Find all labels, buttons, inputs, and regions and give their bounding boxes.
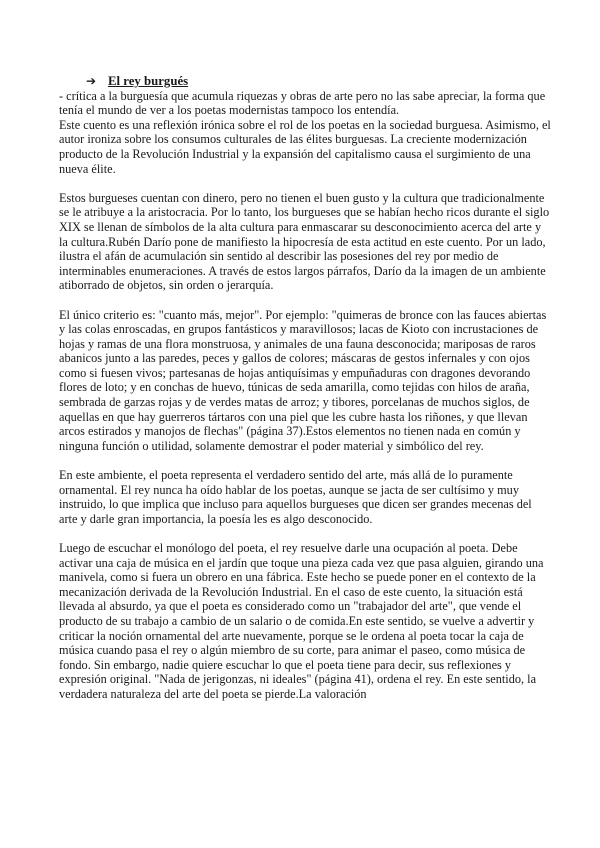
heading-title: El rey burgués — [108, 74, 189, 88]
section-heading — [86, 74, 553, 89]
paragraph-gap — [59, 526, 553, 541]
document-body — [59, 74, 553, 702]
paragraph-gap — [59, 293, 553, 308]
arrow-right-icon: ➔ — [86, 74, 97, 88]
paragraph-intro: Este cuento es una reflexión irónica sobre el rol de los poetas en la sociedad burguesa. Asimismo, el autor ironiza sobre los consumos culturales de las élites burguesas. La creciente modernización producto de la Revolución Industrial y la expansión del capitalismo causa el surgimiento de una nueva élite. — [59, 117, 551, 176]
paragraph-gap — [59, 176, 553, 191]
paragraph-monologo: Luego de escuchar el monólogo del poeta, el rey resuelve darle una ocupación al poeta. Debe activar una caja de música en el jardín que toque una pieza cada vez que pasa alguien, girando una manivela, como si fuera un obrero en una fábrica. Este hecho se puede poner en el contexto de la mecanización derivada de la Revolución Industrial. En el caso de este cuento, la situación está llevada al absurdo, ya que el poeta es considerado como un "trabajador del arte", que vende el producto de su trabajo a cambio de un salario o de comida.En este sentido, se vuelve a advertir y criticar la noción ornamental del arte nuevamente, porque se le ordena al poeta tocar la caja de música cuando pasa el rey o algún miembro de su corte, para animar el paseo, como música de fondo. Sin embargo, nadie quiere escuchar lo que el poeta tiene para decir, sus reflexiones y expresión original. "Nada de jerigonzas, ni ideales" (página 41), ordena el rey. En este sentido, la verdadera naturaleza del arte del poeta se pierde.La valoración — [59, 541, 544, 701]
paragraph-burgueses: Estos burgueses cuentan con dinero, pero no tienen el buen gusto y la cultura que tradicionalmente se le atribuye a la aristocracia. Por lo tanto, los burgueses que se habían hecho ricos durante el siglo XIX se llenan de símbolos de la alta cultura para enmascarar su desconocimiento acerca del arte y la cultura.Rubén Darío pone de manifiesto la hipocresía de esta actitud en este cuento. Por un lado, ilustra el afán de acumulación sin sentido al describir las posesiones del rey por medio de interminables enumeraciones. A través de estos largos párrafos, Darío da la imagen de un ambiente atiborrado de objetos, sin orden o jerarquía. — [59, 190, 550, 293]
paragraph-gap — [59, 453, 553, 468]
paragraph-criterio: El único criterio es: "cuanto más, mejor". Por ejemplo: "quimeras de bronce con las fauces abiertas y las colas enroscadas, en grupos fantásticos y maravillosos; lacas de Kioto con incrustaciones de hojas y ramas de una flora monstruosa, y animales de una fauna desconocida; mariposas de raros abanicos junto a las paredes, peces y gallos de colores; máscaras de gestos infernales y con ojos como si fuesen vivos; partesanas de hojas antiquísimas y empuñaduras con dragones devorando flores de loto; y en conchas de huevo, túnicas de seda amarilla, como tejidas con hilos de araña, sembrada de garzas rojas y de verdes matas de arroz; y tibores, porcelanas de muchos siglos, de aquellas en que hay guerreros tártaros con una piel que les cubre hasta los riñones, y que llevan arcos estirados y manojos de flechas" (página 37).Estos elementos no tienen nada en común y ninguna función o utilidad, solamente demostrar el poder material y simbólico del rey. — [59, 307, 547, 453]
paragraph-summary: - crítica a la burguesía que acumula riquezas y obras de arte pero no las sabe apreciar, la forma que tenía el mundo de ver a los poetas modernistas tampoco los entendía. — [59, 88, 546, 118]
paragraph-poeta: En este ambiente, el poeta representa el verdadero sentido del arte, más allá de lo puramente ornamental. El rey nunca ha oído hablar de los poetas, aunque se jacta de ser cultísimo y muy instruido, lo que implica que incluso para aquellos burgueses que dicen ser grandes mecenas del arte y darle gran importancia, la poesía les es algo desconocido. — [59, 468, 532, 526]
